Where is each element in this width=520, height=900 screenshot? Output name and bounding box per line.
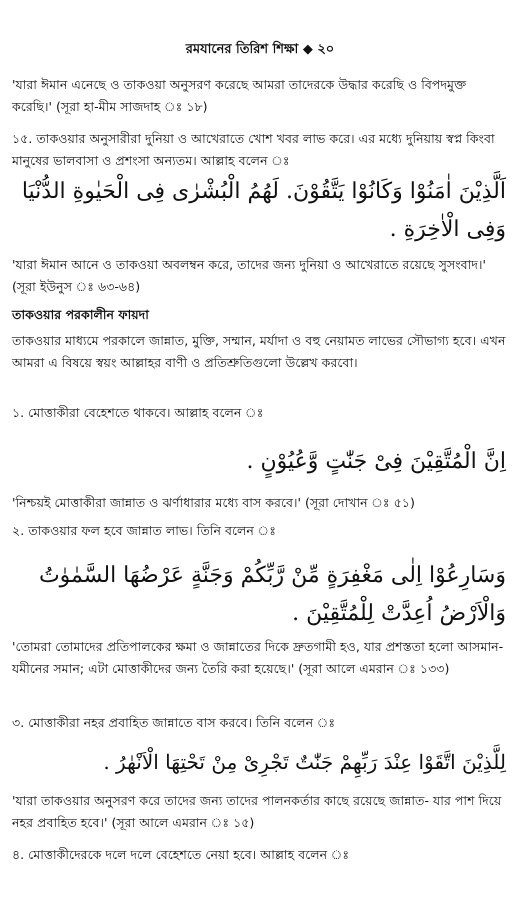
quote-paragraph: 'যারা ঈমান এনেছে ও তাকওয়া অনুসরণ করেছে আমরা তাদেরকে উদ্ধার করেছি ও বিপদমুক্ত করেছি।' (সূরা হা-মীম সাজদাহ ঃ ১৮) bbox=[12, 77, 467, 114]
arabic-verse-line: لِلَّذِيْنَ اتَّقَوْا عِنْدَ رَبِّهِمْ جَنّٰتٌ تَجْرِىْ مِنْ تَحْتِهَا الْاَنْهٰرُ . bbox=[103, 750, 506, 774]
section-heading: তাকওয়ার পরকালীন ফায়দা bbox=[12, 307, 149, 322]
translation-paragraph: 'নিশ্চয়ই মোত্তাকীরা জান্নাত ও ঝর্ণাধারার মধ্যে বাস করবে।' (সূরা দোখান ঃ ৫১) bbox=[12, 495, 415, 510]
numbered-point-15: ১৫. তাকওয়ার অনুসারীরা দুনিয়া ও আখেরাতে খোশ খবর লাভ করে। এর মধ্যে দুনিয়ায় স্বপ্ন কিংবা মানুষের ভালবাসা ও প্রশংসা অন্যতম। আল্লাহ বলেন ঃ bbox=[12, 131, 495, 168]
arabic-verse-line: اِنَّ الْمُتَّقِيْنَ فِىْ جَنّٰتٍ وَّعُيُوْنٍ . bbox=[246, 449, 506, 474]
body-paragraph: তাকওয়ার মাধ্যমে পরকালে জান্নাত, মুক্তি, সম্মান, মর্যাদা ও বহু নেয়ামত লাভের সৌভাগ্য হবে। এখন আমরা এ বিষয়ে স্বয়ং আল্লাহর বাণী ও প্রতিশ্রুতিগুলো উল্লেখ করবো। bbox=[12, 333, 506, 370]
translation-paragraph: 'যারা ঈমান আনে ও তাকওয়া অবলম্বন করে, তাদের জন্য দুনিয়া ও আখেরাতে রয়েছে সুসংবাদ।' (সূরা ইউনুস ঃ ৬৩-৬৪) bbox=[12, 257, 486, 294]
running-header: রমযানের তিরিশ শিক্ষা ◆ ২০ bbox=[185, 42, 335, 57]
arabic-verse-line: وَفِى الْاٰخِرَةِ . bbox=[389, 217, 506, 242]
arabic-verse-line: وَالْاَرْضُ اُعِدَّتْ لِلْمُتَّقِيْنَ . bbox=[292, 601, 506, 626]
numbered-point-1: ১. মোত্তাকীরা বেহেশতে থাকবে। আল্লাহ বলেন ঃ bbox=[12, 405, 264, 420]
translation-paragraph: 'যারা তাকওয়ার অনুসরণ করে তাদের জন্য তাদের পালনকর্তার কাছে রয়েছে জান্নাত- যার পাশ দিয়ে নহর প্রবাহিত হবে।' (সূরা আলে এমরান ঃ ১৫) bbox=[12, 793, 502, 830]
arabic-verse-line: وَسَارِعُوْا اِلٰى مَغْفِرَةٍ مِّنْ رَّبِّكُمْ وَجَنَّةٍ عَرْضُهَا السَّمٰوٰتُ bbox=[38, 563, 506, 588]
numbered-point-3: ৩. মোত্তাকীরা নহর প্রবাহিত জান্নাতে বাস করবে। তিনি বলেন ঃ bbox=[12, 715, 336, 730]
arabic-verse-line: اَلَّذِيْنَ اٰمَنُوْا وَكَانُوْا يَتَّقُوْنَ. لَهُمُ الْبُشْرٰى فِى الْحَيٰوةِ الدُّنْيَا bbox=[21, 179, 506, 204]
numbered-point-2: ২. তাকওয়ার ফল হবে জান্নাত লাভ। তিনি বলেন ঃ bbox=[12, 523, 276, 538]
numbered-point-4: ৪. মোত্তাকীদেরকে দলে দলে বেহেশতে নেয়া হবে। আল্লাহ বলেন ঃ bbox=[12, 847, 350, 862]
translation-paragraph: 'তোমরা তোমাদের প্রতিপালকের ক্ষমা ও জান্নাতের দিকে দ্রুতগামী হও, যার প্রশস্ততা হলো আসমান-যমীনের সমান; এটা মোত্তাকীদের জন্য তৈরি করা হয়েছে।' (সূরা আলে এমরান ঃ ১৩৩) bbox=[12, 639, 504, 676]
